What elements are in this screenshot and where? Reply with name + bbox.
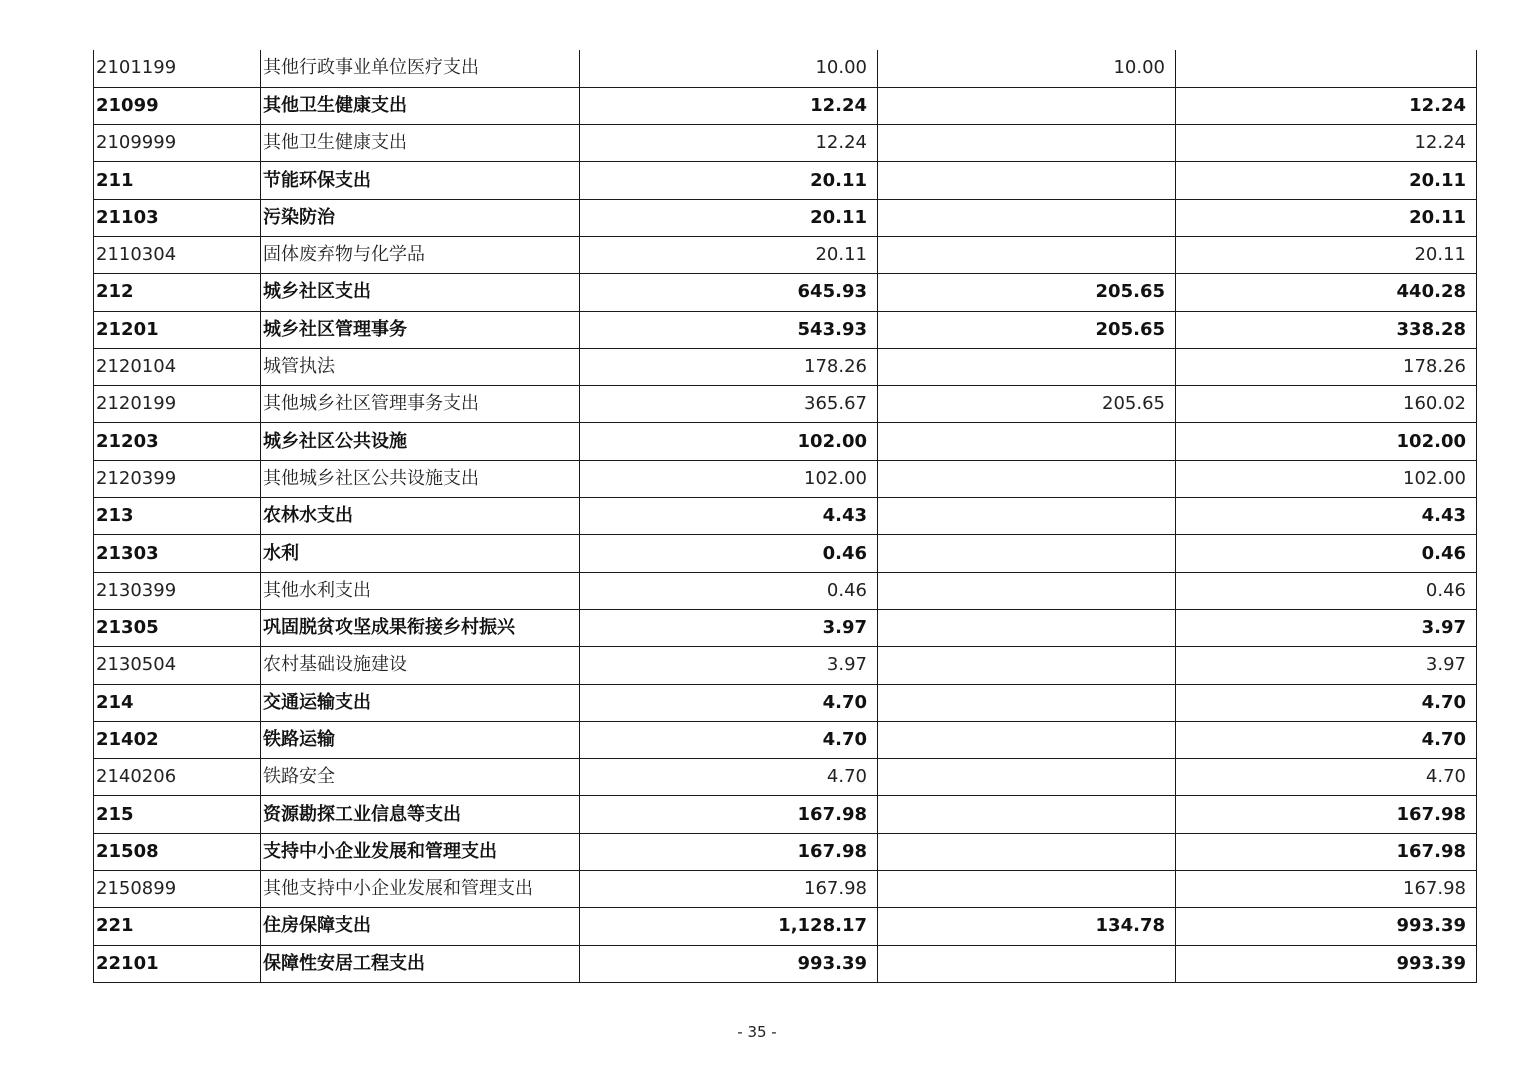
table-row	[94, 945, 1477, 982]
cell-total: 4.70	[580, 684, 878, 721]
table-row	[94, 125, 1477, 162]
cell-total: 20.11	[580, 162, 878, 199]
table-row	[94, 460, 1477, 497]
cell-name: 巩固脱贫攻坚成果衔接乡村振兴	[261, 609, 580, 646]
cell-basic	[878, 833, 1176, 870]
cell-basic: 134.78	[878, 908, 1176, 945]
cell-total: 4.43	[580, 498, 878, 535]
cell-total: 20.11	[580, 236, 878, 273]
cell-total: 167.98	[580, 796, 878, 833]
cell-project: 4.43	[1176, 498, 1477, 535]
cell-name: 保障性安居工程支出	[261, 945, 580, 982]
cell-name: 其他卫生健康支出	[261, 87, 580, 124]
cell-project: 160.02	[1176, 386, 1477, 423]
cell-code: 2109999	[94, 125, 261, 162]
cell-project: 440.28	[1176, 274, 1477, 311]
cell-name: 住房保障支出	[261, 908, 580, 945]
cell-project: 993.39	[1176, 908, 1477, 945]
cell-name: 农村基础设施建设	[261, 647, 580, 684]
cell-project	[1176, 50, 1477, 87]
cell-project: 3.97	[1176, 609, 1477, 646]
cell-name: 污染防治	[261, 199, 580, 236]
cell-total: 102.00	[580, 460, 878, 497]
cell-name: 其他行政事业单位医疗支出	[261, 50, 580, 87]
cell-code: 2130399	[94, 572, 261, 609]
cell-name: 交通运输支出	[261, 684, 580, 721]
table-row	[94, 311, 1477, 348]
cell-name: 铁路运输	[261, 721, 580, 758]
cell-total: 3.97	[580, 647, 878, 684]
cell-basic: 205.65	[878, 274, 1176, 311]
cell-total: 167.98	[580, 871, 878, 908]
cell-name: 其他城乡社区公共设施支出	[261, 460, 580, 497]
cell-total: 645.93	[580, 274, 878, 311]
table-row	[94, 199, 1477, 236]
table-row	[94, 274, 1477, 311]
cell-name: 水利	[261, 535, 580, 572]
cell-total: 20.11	[580, 199, 878, 236]
cell-total: 12.24	[580, 125, 878, 162]
cell-basic	[878, 572, 1176, 609]
cell-total: 178.26	[580, 348, 878, 385]
cell-code: 21201	[94, 311, 261, 348]
cell-code: 21508	[94, 833, 261, 870]
cell-name: 资源勘探工业信息等支出	[261, 796, 580, 833]
cell-project: 102.00	[1176, 423, 1477, 460]
cell-code: 21402	[94, 721, 261, 758]
table-row	[94, 721, 1477, 758]
cell-code: 21203	[94, 423, 261, 460]
cell-code: 2101199	[94, 50, 261, 87]
table-row	[94, 684, 1477, 721]
cell-basic	[878, 684, 1176, 721]
table-row	[94, 908, 1477, 945]
cell-project: 167.98	[1176, 833, 1477, 870]
cell-total: 1,128.17	[580, 908, 878, 945]
cell-code: 22101	[94, 945, 261, 982]
cell-code: 21305	[94, 609, 261, 646]
cell-basic	[878, 647, 1176, 684]
cell-project: 20.11	[1176, 236, 1477, 273]
cell-name: 农林水支出	[261, 498, 580, 535]
cell-project: 4.70	[1176, 684, 1477, 721]
cell-code: 2110304	[94, 236, 261, 273]
table-row	[94, 162, 1477, 199]
cell-name: 铁路安全	[261, 759, 580, 796]
cell-code: 2120199	[94, 386, 261, 423]
cell-total: 365.67	[580, 386, 878, 423]
cell-code: 2140206	[94, 759, 261, 796]
cell-total: 543.93	[580, 311, 878, 348]
cell-project: 4.70	[1176, 721, 1477, 758]
cell-name: 城乡社区管理事务	[261, 311, 580, 348]
cell-basic	[878, 348, 1176, 385]
cell-basic	[878, 721, 1176, 758]
cell-project: 993.39	[1176, 945, 1477, 982]
cell-basic	[878, 535, 1176, 572]
table-row	[94, 535, 1477, 572]
cell-name: 其他支持中小企业发展和管理支出	[261, 871, 580, 908]
cell-total: 4.70	[580, 721, 878, 758]
cell-basic	[878, 796, 1176, 833]
cell-name: 其他卫生健康支出	[261, 125, 580, 162]
table-row	[94, 572, 1477, 609]
cell-name: 城管执法	[261, 348, 580, 385]
cell-code: 21303	[94, 535, 261, 572]
cell-basic: 205.65	[878, 386, 1176, 423]
cell-code: 2120104	[94, 348, 261, 385]
cell-total: 993.39	[580, 945, 878, 982]
cell-total: 102.00	[580, 423, 878, 460]
budget-expenditure-table	[93, 50, 1477, 983]
cell-code: 21103	[94, 199, 261, 236]
table-row	[94, 236, 1477, 273]
cell-basic	[878, 87, 1176, 124]
cell-name: 节能环保支出	[261, 162, 580, 199]
cell-basic	[878, 945, 1176, 982]
cell-project: 0.46	[1176, 535, 1477, 572]
cell-project: 12.24	[1176, 87, 1477, 124]
cell-code: 215	[94, 796, 261, 833]
cell-basic: 10.00	[878, 50, 1176, 87]
cell-basic	[878, 199, 1176, 236]
table-row	[94, 423, 1477, 460]
cell-basic	[878, 162, 1176, 199]
cell-code: 21099	[94, 87, 261, 124]
cell-project: 4.70	[1176, 759, 1477, 796]
cell-total: 0.46	[580, 572, 878, 609]
cell-total: 167.98	[580, 833, 878, 870]
table-row	[94, 796, 1477, 833]
cell-basic	[878, 498, 1176, 535]
cell-project: 20.11	[1176, 199, 1477, 236]
cell-basic	[878, 871, 1176, 908]
cell-code: 221	[94, 908, 261, 945]
cell-project: 102.00	[1176, 460, 1477, 497]
cell-project: 0.46	[1176, 572, 1477, 609]
cell-code: 214	[94, 684, 261, 721]
cell-total: 10.00	[580, 50, 878, 87]
table-row	[94, 833, 1477, 870]
cell-basic	[878, 759, 1176, 796]
cell-name: 城乡社区公共设施	[261, 423, 580, 460]
cell-name: 城乡社区支出	[261, 274, 580, 311]
cell-basic	[878, 423, 1176, 460]
cell-project: 178.26	[1176, 348, 1477, 385]
table-row	[94, 50, 1477, 87]
cell-project: 167.98	[1176, 796, 1477, 833]
table-body	[94, 50, 1477, 982]
cell-basic	[878, 460, 1176, 497]
cell-total: 12.24	[580, 87, 878, 124]
cell-code: 211	[94, 162, 261, 199]
cell-code: 2150899	[94, 871, 261, 908]
table-row	[94, 348, 1477, 385]
table-row	[94, 871, 1477, 908]
cell-total: 3.97	[580, 609, 878, 646]
cell-project: 20.11	[1176, 162, 1477, 199]
table-row	[94, 609, 1477, 646]
cell-basic: 205.65	[878, 311, 1176, 348]
cell-name: 其他城乡社区管理事务支出	[261, 386, 580, 423]
cell-code: 212	[94, 274, 261, 311]
table-row	[94, 87, 1477, 124]
table-row	[94, 498, 1477, 535]
cell-code: 213	[94, 498, 261, 535]
cell-basic	[878, 125, 1176, 162]
cell-name: 其他水利支出	[261, 572, 580, 609]
cell-project: 167.98	[1176, 871, 1477, 908]
table-row	[94, 647, 1477, 684]
table-row	[94, 759, 1477, 796]
cell-project: 3.97	[1176, 647, 1477, 684]
cell-name: 固体废弃物与化学品	[261, 236, 580, 273]
cell-project: 12.24	[1176, 125, 1477, 162]
cell-basic	[878, 609, 1176, 646]
cell-name: 支持中小企业发展和管理支出	[261, 833, 580, 870]
page-number: - 35 -	[737, 1023, 777, 1041]
cell-total: 4.70	[580, 759, 878, 796]
table-row	[94, 386, 1477, 423]
cell-code: 2120399	[94, 460, 261, 497]
cell-basic	[878, 236, 1176, 273]
cell-total: 0.46	[580, 535, 878, 572]
cell-project: 338.28	[1176, 311, 1477, 348]
cell-code: 2130504	[94, 647, 261, 684]
